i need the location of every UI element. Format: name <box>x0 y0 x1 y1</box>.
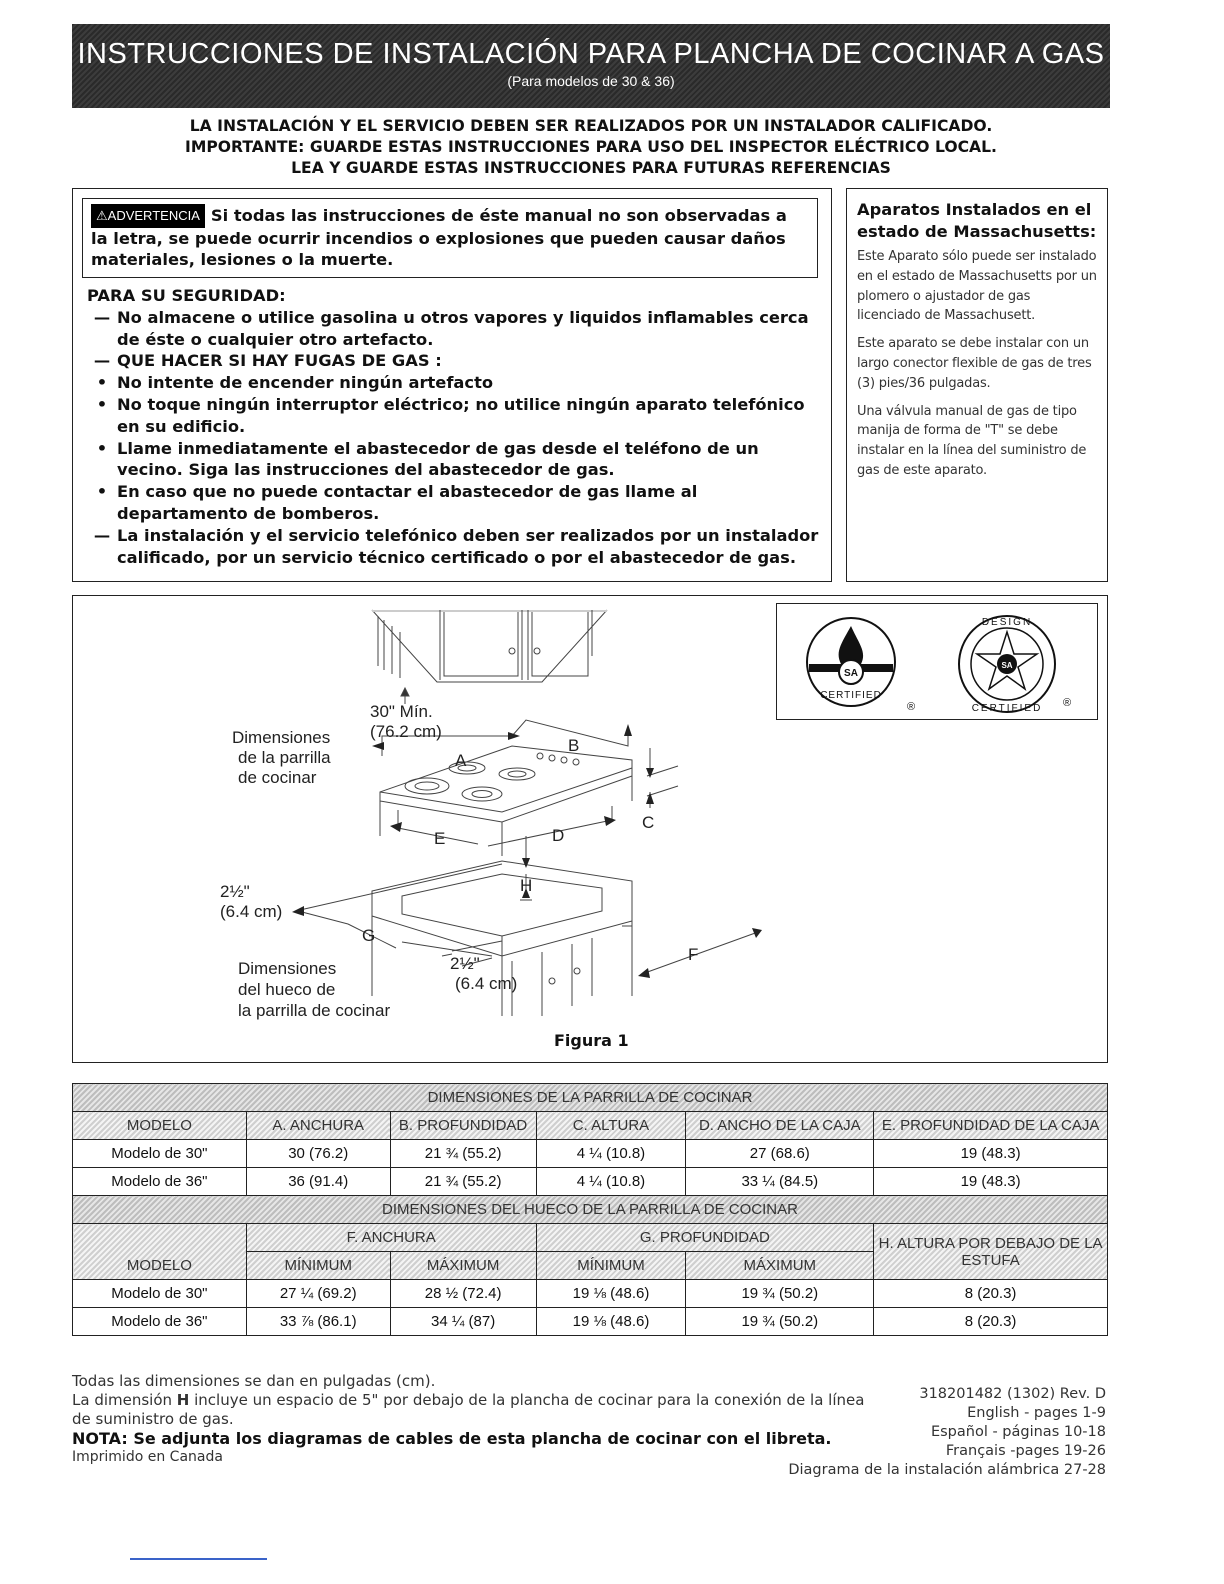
list-item <box>87 394 827 438</box>
cert2-registered-mark: ® <box>1063 697 1072 709</box>
cert1-sa-mark: SA <box>844 668 858 679</box>
dim-a-label: A <box>455 751 467 770</box>
cooktop-header-row <box>73 1112 1108 1140</box>
cooktop-dims-label-1: Dimensiones <box>232 728 331 747</box>
table-cell: 28 ½ (72.4) <box>390 1280 536 1308</box>
table-row <box>73 1280 1108 1308</box>
rear-offset-cm-label: (6.4 cm) <box>455 974 518 993</box>
table-cell: Modelo de 30" <box>73 1280 247 1308</box>
table-cell: 8 (20.3) <box>874 1280 1108 1308</box>
safety-list <box>87 285 827 568</box>
massachusetts-paragraph-1: Este Aparato sólo puede ser instalado en el estado de Massachusetts por un plomero o ajustador de gas licenciado de Massachusett. <box>857 249 1097 324</box>
cert1-registered-mark: ® <box>907 701 916 713</box>
table-cell: Modelo de 36" <box>73 1308 247 1336</box>
column-header: C. ALTURA <box>536 1112 686 1140</box>
table-cell: 19 ¾ (50.2) <box>686 1280 874 1308</box>
dash-marker: — <box>93 525 111 545</box>
column-header: B. PROFUNDIDAD <box>390 1112 536 1140</box>
table-cell: Modelo de 36" <box>73 1168 247 1196</box>
table-cell: 33 ¼ (84.5) <box>686 1168 874 1196</box>
table-row <box>73 1168 1108 1196</box>
table-row <box>73 1140 1108 1168</box>
table-row <box>73 1308 1108 1336</box>
warning-tag <box>91 204 205 228</box>
column-header: MÁXIMUM <box>686 1252 874 1280</box>
bullet-marker: • <box>96 438 108 458</box>
table-cell: 19 ⅛ (48.6) <box>536 1280 686 1308</box>
intro-line-3: LEA Y GUARDE ESTAS INSTRUCCIONES PARA FUTURAS REFERENCIAS <box>291 159 891 177</box>
table-cell: 27 (68.6) <box>686 1140 874 1168</box>
page-subtitle: (Para modelos de 30 & 36) <box>507 73 675 89</box>
warning-tag-label: ADVERTENCIA <box>107 208 200 223</box>
list-item <box>87 438 827 482</box>
footer-h-pre: La dimensión <box>72 1391 177 1409</box>
column-header: D. ANCHO DE LA CAJA <box>686 1112 874 1140</box>
upper-cabinet <box>372 610 607 682</box>
footer-nota: NOTA: Se adjunta los diagramas de cables de esta plancha de cocinar con el libreta. <box>72 1429 832 1448</box>
massachusetts-box <box>846 188 1108 582</box>
column-header: A. ANCHURA <box>246 1112 390 1140</box>
dash-marker: — <box>93 351 111 371</box>
dim-b-label: B <box>568 736 580 755</box>
column-header: MODELO <box>73 1112 247 1140</box>
table-cell: 8 (20.3) <box>874 1308 1108 1336</box>
table-cell: 27 ¼ (69.2) <box>246 1280 390 1308</box>
bullet-marker: • <box>96 482 108 502</box>
warning-box <box>82 198 818 278</box>
footer-document-info <box>788 1385 1106 1480</box>
table-cell: 19 ⅛ (48.6) <box>536 1308 686 1336</box>
massachusetts-title: Aparatos Instalados en el estado de Massachusetts: <box>857 200 1097 241</box>
intro-line-1: LA INSTALACIÓN Y EL SERVICIO DEBEN SER REALIZADOS POR UN INSTALADOR CALIFICADO. <box>189 117 993 135</box>
cooktop-dims-label-2: de la parrilla <box>238 748 331 767</box>
english-pages: English - pages 1-9 <box>967 1405 1106 1421</box>
footer-h-bold: H <box>176 1391 190 1409</box>
column-group-header: F. ANCHURA <box>246 1224 536 1252</box>
intro-line-2: IMPORTANTE: GUARDE ESTAS INSTRUCCIONES PARA USO DEL INSPECTOR ELÉCTRICO LOCAL. <box>185 138 997 156</box>
bottom-divider <box>130 1558 267 1560</box>
page-title: INSTRUCCIONES DE INSTALACIÓN PARA PLANCHA DE COCINAR A GAS <box>77 38 1105 70</box>
warning-triangle-icon: ⚠ <box>96 208 108 223</box>
table-cell: 4 ¼ (10.8) <box>536 1168 686 1196</box>
clearance-cm-label: (76.2 cm) <box>370 722 442 741</box>
spanish-pages: Español - páginas 10-18 <box>930 1424 1106 1440</box>
certification-box <box>776 603 1098 720</box>
warning-text: Si todas las instrucciones de éste manual no son observadas a la letra, se puede ocurrir incendios o explosiones que pueden causar daños materiales, lesiones o la muerte. <box>91 206 787 269</box>
table-cell: Modelo de 30" <box>73 1140 247 1168</box>
dim-h-label: H <box>520 876 533 895</box>
table-cell: 36 (91.4) <box>246 1168 390 1196</box>
title-banner <box>72 24 1110 108</box>
french-pages: Français -pages 19-26 <box>945 1443 1106 1459</box>
table-cell: 19 (48.3) <box>874 1140 1108 1168</box>
dimensions-table <box>72 1083 1108 1336</box>
csa-certified-logo <box>791 616 921 716</box>
list-item <box>87 372 827 394</box>
dash-marker: — <box>93 307 111 327</box>
dim-d-label: D <box>552 826 565 845</box>
column-group-header: H. ALTURA POR DEBAJO DE LA ESTUFA <box>874 1224 1108 1280</box>
table-cell: 33 ⅞ (86.1) <box>246 1308 390 1336</box>
list-item <box>87 350 827 372</box>
design-certified-logo <box>951 612 1091 716</box>
column-header: MÍNIMUM <box>536 1252 686 1280</box>
table-cell: 34 ¼ (87) <box>390 1308 536 1336</box>
cooktop-dims-label-3: de cocinar <box>238 768 317 787</box>
footer-units-note: Todas las dimensiones se dan en pulgadas (cm). <box>72 1372 436 1390</box>
dim-e-label: E <box>434 829 446 848</box>
dim-f-label: F <box>688 945 699 964</box>
footer-notes <box>72 1372 872 1467</box>
massachusetts-paragraph-3: Una válvula manual de gas de tipo manija de forma de "T" se debe instalar en la línea del suministro de gas de este aparato. <box>857 403 1087 478</box>
dim-c-label: C <box>642 813 655 832</box>
clearance-label: 30" Mín. <box>370 702 433 721</box>
list-item-text: No toque ningún interruptor eléctrico; no utilice ningún aparato telefónico en su edificio. <box>117 394 805 436</box>
safety-box <box>72 188 832 582</box>
wiring-diagram-pages: Diagrama de la instalación alámbrica 27-28 <box>788 1462 1106 1478</box>
dim-g-label: G <box>362 926 376 945</box>
list-item-text: La instalación y el servicio telefónico deben ser realizados por un instalador calificado, por un servicio técnico certificado o por el abastecedor de gas. <box>117 525 819 567</box>
table-cell: 19 (48.3) <box>874 1168 1108 1196</box>
cert2-design-text: DESIGN <box>981 617 1033 628</box>
table-cell: 21 ¾ (55.2) <box>390 1140 536 1168</box>
bullet-marker: • <box>96 394 108 414</box>
footer-h-note <box>72 1391 872 1429</box>
column-header: MÁXIMUM <box>390 1252 536 1280</box>
list-item <box>87 525 827 569</box>
cert2-certified-text: CERTIFIED <box>971 703 1043 714</box>
cutout-title-row <box>73 1196 1108 1224</box>
cooktop-title-row <box>73 1084 1108 1112</box>
installation-diagram <box>72 596 772 1026</box>
table-cell: 21 ¾ (55.2) <box>390 1168 536 1196</box>
list-item-text: No almacene o utilice gasolina u otros vapores y liquidos inflamables cerca de éste o cualquier otro artefacto. <box>117 307 809 349</box>
list-item-text: QUE HACER SI HAY FUGAS DE GAS : <box>117 351 442 371</box>
list-item-text: No intente de encender ningún artefacto <box>117 373 494 393</box>
list-item <box>87 481 827 525</box>
cutout-dims-label-1: Dimensiones <box>238 959 337 978</box>
cooktop-table-title: DIMENSIONES DE LA PARRILLA DE COCINAR <box>73 1084 1108 1112</box>
table-cell: 4 ¼ (10.8) <box>536 1140 686 1168</box>
column-header: E. PROFUNDIDAD DE LA CAJA <box>874 1112 1108 1140</box>
cooktop <box>380 746 632 856</box>
cutout-table-title: DIMENSIONES DEL HUECO DE LA PARRILLA DE COCINAR <box>73 1196 1108 1224</box>
figure-caption: Figura 1 <box>554 1031 629 1050</box>
rear-offset-label: 2½" <box>450 954 480 973</box>
table-cell: 30 (76.2) <box>246 1140 390 1168</box>
column-header: MÍNIMUM <box>246 1252 390 1280</box>
safety-heading: PARA SU SEGURIDAD: <box>87 286 286 305</box>
cutout-group-row <box>73 1224 1108 1252</box>
bullet-marker: • <box>96 373 108 393</box>
cutout-dims-label-2: del hueco de <box>238 980 336 999</box>
intro-notice <box>72 116 1110 179</box>
footer-h-post: incluye un espacio de 5" por debajo de la plancha de cocinar para la conexión de la línea de suministro de gas. <box>72 1391 865 1428</box>
cutout-dims-label-3: la parrilla de cocinar <box>238 1001 391 1020</box>
part-number: 318201482 (1302) Rev. D <box>919 1386 1106 1402</box>
list-item <box>87 307 827 351</box>
list-item-text: En caso que no puede contactar el abastecedor de gas llame al departamento de bomberos. <box>117 482 698 523</box>
side-offset-label: 2½" <box>220 882 250 901</box>
cert1-certified-text: CERTIFIED <box>820 690 882 701</box>
table-cell: 19 ¾ (50.2) <box>686 1308 874 1336</box>
column-group-header: G. PROFUNDIDAD <box>536 1224 874 1252</box>
footer-printed: Imprimido en Canada <box>72 1449 223 1465</box>
side-offset-cm-label: (6.4 cm) <box>220 902 283 921</box>
massachusetts-paragraph-2: Este aparato se debe instalar con un largo conector flexible de gas de tres (3) pies/36 pulgadas. <box>857 336 1092 391</box>
list-item-text: Llame inmediatamente el abastecedor de gas desde el teléfono de un vecino. Siga las instrucciones del abastecedor de gas. <box>117 438 759 480</box>
cert2-sa-mark: SA <box>1001 661 1013 670</box>
column-header: MODELO <box>73 1224 247 1280</box>
